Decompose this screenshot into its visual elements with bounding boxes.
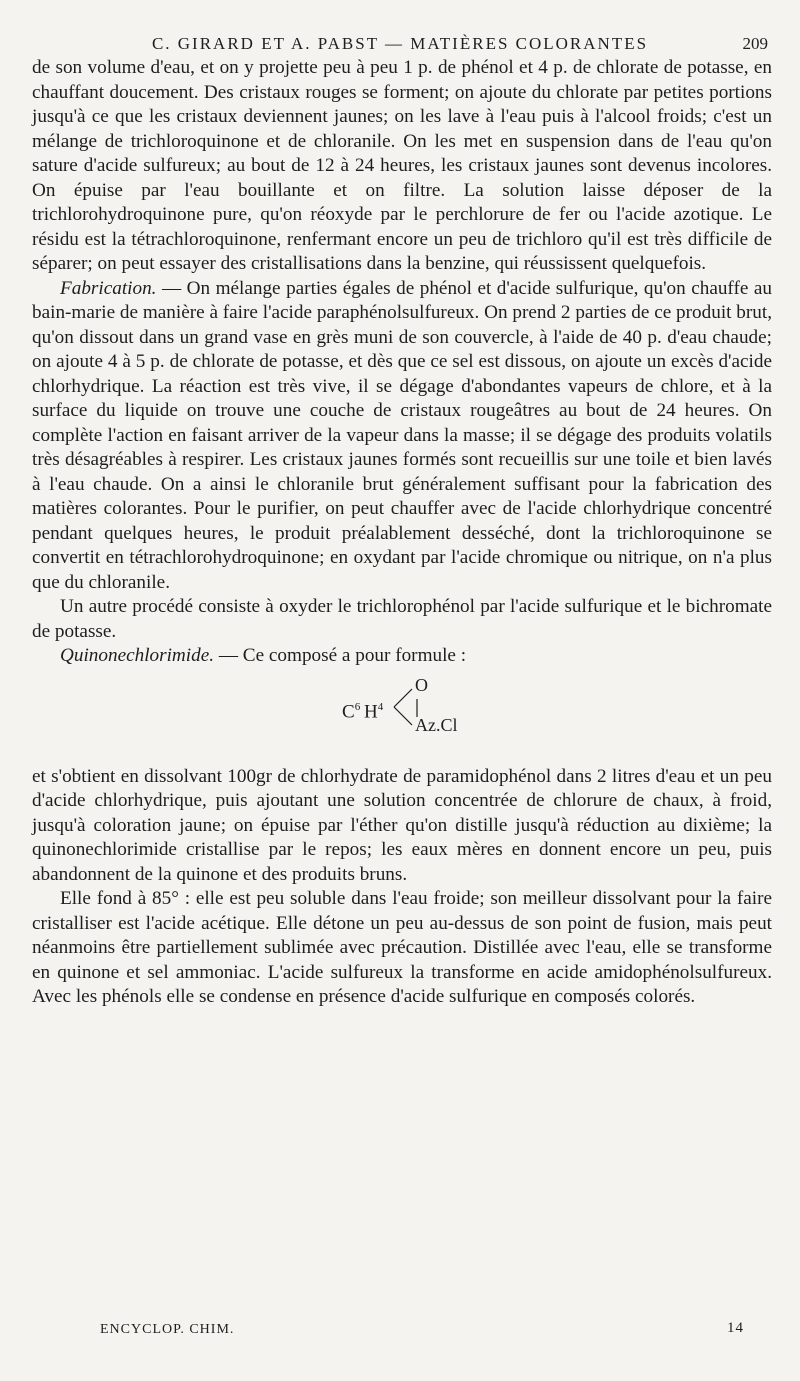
- quinonechlorimide-heading: Quinonechlorimide.: [60, 645, 215, 666]
- paragraph-continuation: de son volume d'eau, et on y projette peu à peu 1 p. de phénol et 4 p. de chlorate de potasse, en chauffant doucement. Des cristaux rouges se forment; on ajoute du chlorate par petites portions jusqu'à ce que les cristaux deviennent jaunes; on les lave à l'eau puis à l'alcool froids; c'est un mélange de trichloroquinone et de chloranile. On les met en suspension dans de l'eau qu'on sature d'acide sulfureux; au bout de 12 à 24 heures, les cristaux jaunes sont devenus incolores. On épuise par l'eau bouillante et on filtre. La solution laisse déposer de la trichlorohydroquinone pure, qu'on réoxyde par le perchlorure de fer ou l'acide azotique. Le résidu est la tétrachloroquinone, renfermant encore un peu de trichloro qu'il est très difficile de séparer; on peut essayer des cristallisations dans la benzine, qui réussissent quelquefois.: [32, 57, 772, 274]
- page-footer: [100, 1322, 744, 1346]
- page-number: 209: [742, 34, 768, 53]
- paragraph-fabrication: [32, 277, 772, 596]
- chemical-formula: [32, 669, 772, 765]
- formula-bracket: [388, 679, 418, 739]
- formula-azcl: Az.Cl: [415, 714, 458, 735]
- signature-mark: ENCYCLOP. CHIM.: [100, 1322, 235, 1337]
- paragraph-quinonechlorimide: [32, 644, 772, 669]
- running-head: [32, 34, 768, 58]
- sheet-number: 14: [727, 1320, 744, 1336]
- formula-oxygen: O: [415, 674, 428, 695]
- paragraph-preparation: et s'obtient en dissolvant 100gr de chlorhydrate de paramidophénol dans 2 litres d'eau et un peu d'acide chlorhydrique, puis ajoutant une solution concentrée de chlorure de chaux, à froid, jusqu'à coloration jaune; on épuise par l'éther qu'on distille jusqu'à réduction au dixième; la quinonechlorimide cristallise par le repos; les eaux mères en donnent encore un peu, puis abandonnent de la quinone et des produits bruns.: [32, 765, 772, 885]
- formula-stem: $C^6$ $H^4$: [342, 700, 384, 722]
- running-title: C. GIRARD ET A. PABST — MATIÈRES COLORANTES: [151, 34, 649, 53]
- paragraph-proprietes: Elle fond à 85° : elle est peu soluble dans l'eau froide; son meilleur dissolvant pour la faire cristalliser est l'acide acétique. Elle détone un peu au-dessus de son point de fusion, mais peut néanmoins être partiellement sublimée avec précaution. Distillée avec l'eau, elle se transforme en quinone et sel ammoniac. L'acide sulfureux la transforme en acide amidophénolsulfureux. Avec les phénols elle se condense en présence d'acide sulfurique en composés colorés.: [32, 888, 772, 1007]
- fabrication-text: — On mélange parties égales de phénol et d'acide sulfurique, qu'on chauffe au bain-marie de manière à faire l'acide paraphénolsulfureux. On prend 2 parties de ce produit brut, qu'on dissout dans un grand vase en grès muni de son couvercle, à l'aide de 40 p. d'eau chaude; on ajoute 4 à 5 p. de chlorate de potasse, et dès que ce sel est dissous, on ajoute un excès d'acide chlorhydrique. La réaction est très vive, il se dégage d'abondantes vapeurs de chlore, et à la surface du liquide on trouve une couche de cristaux rougeâtres au bout de 24 heures. On complète l'action en faisant arriver de la vapeur dans la masse; il se dégage des produits volatils très désagréables à respirer. Les cristaux jaunes formés sont recueillis sur une toile et bien lavés à l'eau chaude. On a ainsi le chloranile brut généralement suffisant pour la fabrication des matières colorantes. Pour le purifier, on peut chauffer avec de l'acide chlorhydrique concentré pendant quelques heures, le produit préalablement desséché, dont la trichloroquinone se convertit en tétrachlorohydroquinone; en oxydant par l'acide chromique ou nitrique, on n'a plus que du chloranile.: [32, 277, 772, 593]
- quinonechlorimide-text: — Ce composé a pour formule :: [214, 645, 467, 666]
- fabrication-heading: Fabrication.: [60, 277, 157, 299]
- page-body: [32, 56, 772, 1010]
- paragraph-autre-procede: Un autre procédé consiste à oxyder le trichlorophénol par l'acide sulfurique et le bichromate de potasse.: [32, 596, 772, 642]
